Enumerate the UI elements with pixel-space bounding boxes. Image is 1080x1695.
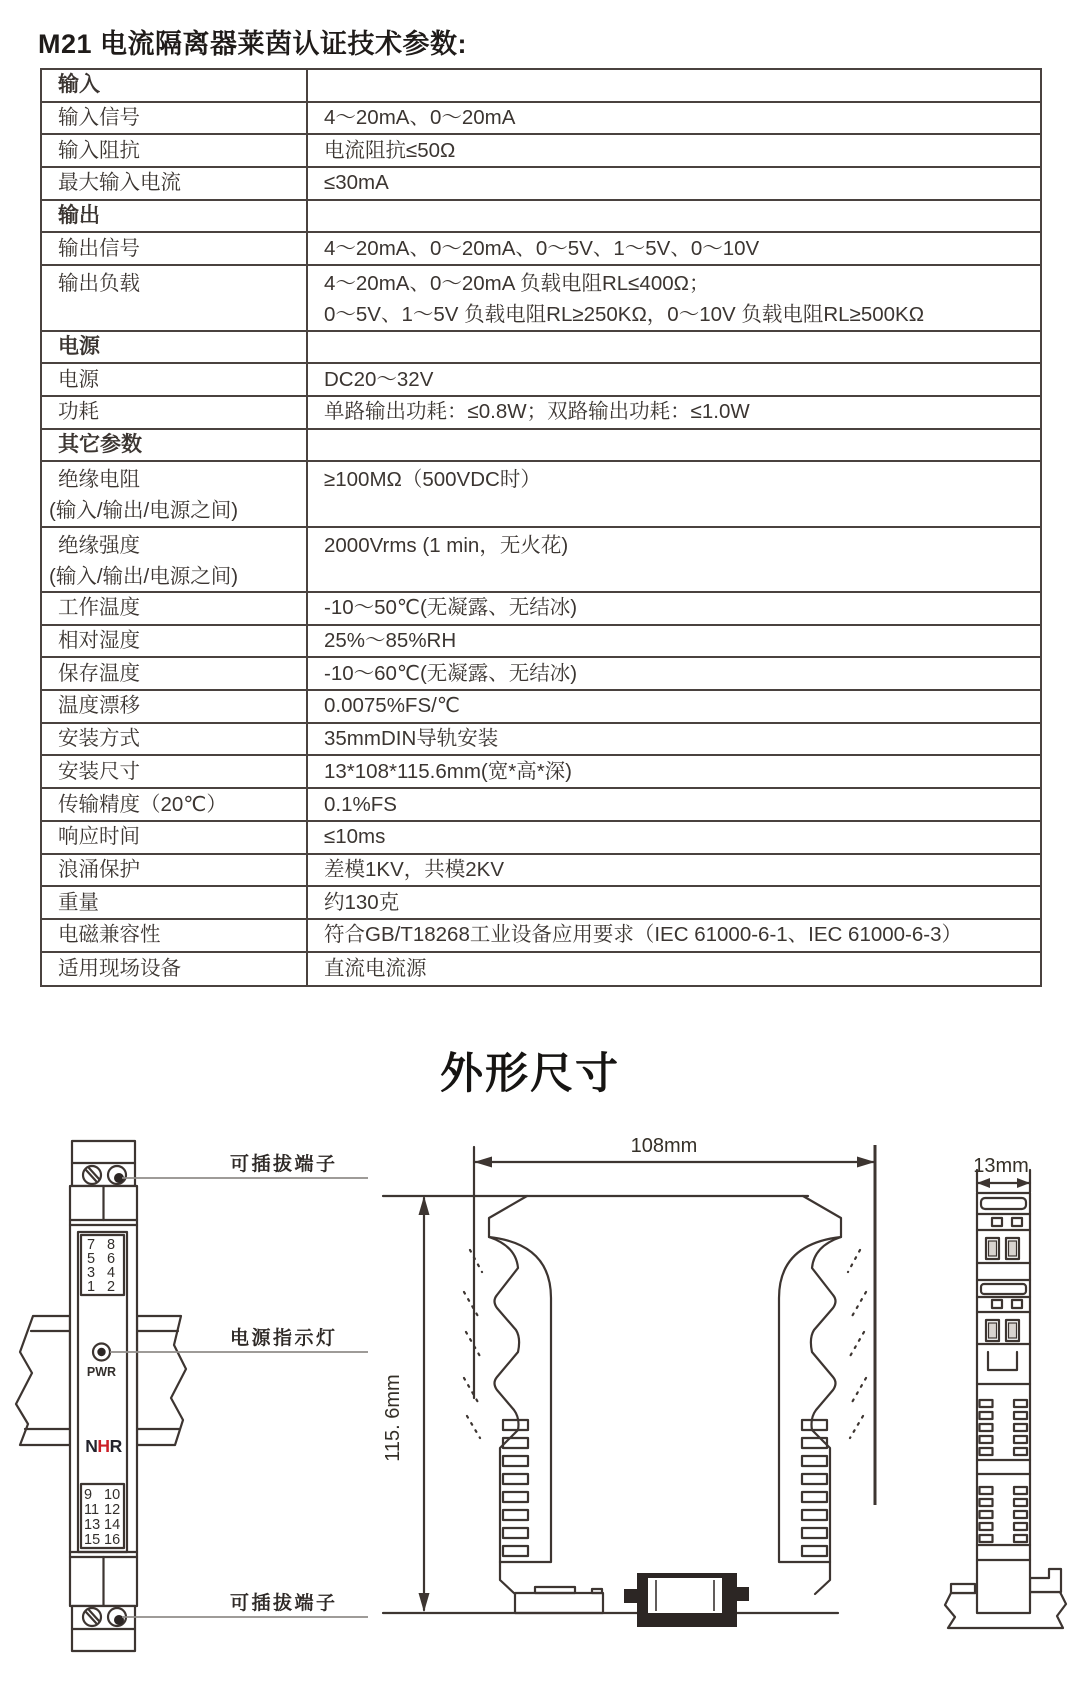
row-value: 35mmDIN导轨安装	[324, 727, 499, 751]
row-value: 0.0075%FS/℃	[324, 694, 460, 718]
dimensions-heading: 外形尺寸	[440, 1050, 620, 1098]
row-value: ≥100MΩ（500VDC时）	[324, 468, 541, 492]
table-row	[42, 168, 1040, 201]
width-dim-label: 108mm	[630, 1135, 698, 1157]
row-label: 电源	[58, 334, 100, 358]
row-value: 4～20mA、0～20mA、0～5V、1～5V、0～10V	[324, 236, 760, 260]
row-label: 安装方式	[58, 727, 140, 751]
row-label: 输入信号	[58, 106, 140, 130]
row-label: 输入阻抗	[58, 138, 140, 162]
table-row	[42, 756, 1040, 789]
bottom-terminal-callout: 可插拔端子	[230, 1593, 338, 1614]
row-label: 输入	[58, 73, 100, 97]
table-row	[42, 855, 1040, 888]
row-label: 浪涌保护	[58, 857, 140, 881]
table-row	[42, 724, 1040, 757]
row-label: 重量	[58, 890, 99, 914]
row-label: 绝缘强度	[58, 533, 140, 557]
row-value: 2000Vrms (1 min，无火花)	[324, 533, 569, 557]
table-row	[42, 920, 1040, 953]
row-value: ≤30mA	[324, 171, 389, 195]
row-label: 最大输入电流	[58, 171, 181, 195]
row-value: 电流阻抗≤50Ω	[324, 138, 456, 162]
table-row	[42, 822, 1040, 855]
page-title: M21 电流隔离器莱茵认证技术参数:	[38, 29, 468, 59]
pwr-label: PWR	[86, 1365, 117, 1379]
terminal-number: 12	[104, 1502, 121, 1518]
table-row	[42, 397, 1040, 430]
table-row	[42, 593, 1040, 626]
row-value: 符合GB/T18268工业设备应用要求（IEC 61000-6-1、IEC 61000-6-3）	[324, 923, 963, 947]
table-row	[42, 789, 1040, 822]
row-value: -10～60℃(无凝露、无结冰)	[324, 661, 578, 685]
row-label: 其它参数	[58, 432, 142, 456]
width-dimension	[474, 1135, 875, 1505]
row-value: 0.1%FS	[324, 792, 397, 816]
table-row	[42, 953, 1040, 986]
side-profile-left	[464, 1196, 551, 1594]
row-value: 4～20mA、0～20mA	[324, 106, 516, 130]
terminal-number: 2	[107, 1279, 116, 1295]
table-row	[42, 70, 1040, 103]
bottom-plug-terminal	[72, 1606, 135, 1651]
table-row	[42, 691, 1040, 724]
terminal-number: 11	[84, 1502, 100, 1518]
table-row	[42, 626, 1040, 659]
base-plate	[515, 1587, 603, 1613]
row-label: 传输精度（20℃）	[58, 792, 227, 816]
row-value: -10～50℃(无凝露、无结冰)	[324, 596, 578, 620]
front-view-drawing	[16, 1141, 368, 1651]
terminal-number: 16	[104, 1532, 121, 1548]
height-dim-label: 115. 6mm	[382, 1374, 404, 1462]
depth-dimension	[973, 1155, 1030, 1192]
row-value	[308, 70, 1040, 101]
terminal-number: 9	[84, 1487, 93, 1503]
side-view-drawing	[382, 1135, 875, 1627]
terminal-number: 6	[107, 1251, 116, 1267]
row-label: 安装尺寸	[58, 759, 140, 783]
din-clip	[624, 1573, 749, 1627]
row-value: 单路输出功耗：≤0.8W；双路输出功耗：≤1.0W	[324, 400, 750, 424]
row-label: 响应时间	[58, 825, 140, 849]
top-terminal-callout: 可插拔端子	[230, 1154, 338, 1175]
table-row	[42, 887, 1040, 920]
row-label: 保存温度	[58, 661, 140, 685]
end-view-drawing	[945, 1155, 1066, 1628]
row-label: 绝缘电阻	[58, 468, 140, 492]
row-value	[308, 332, 1040, 363]
height-dimension	[382, 1196, 430, 1612]
terminal-number: 1	[87, 1279, 96, 1295]
outline-drawings	[0, 1035, 1080, 1695]
terminal-number: 13	[84, 1517, 101, 1533]
spec-table	[40, 68, 1042, 987]
row-label: 工作温度	[58, 596, 140, 620]
led-callout: 电源指示灯	[230, 1328, 338, 1349]
row-value	[308, 201, 1040, 232]
end-profile	[977, 1193, 1030, 1613]
row-value: ≤10ms	[324, 825, 386, 849]
terminal-number: 8	[107, 1237, 116, 1253]
row-label: 输出信号	[58, 236, 140, 260]
row-label: 相对湿度	[58, 629, 140, 653]
table-row	[42, 201, 1040, 234]
depth-dim-label: 13mm	[973, 1155, 1029, 1177]
table-row	[42, 658, 1040, 691]
table-row	[42, 135, 1040, 168]
table-row	[42, 364, 1040, 397]
table-row	[42, 103, 1040, 136]
row-value: 4～20mA、0～20mA 负载电阻RL≤400Ω； 0～5V、1～5V 负载电阻RL≥250KΩ，0～10V 负载电阻RL≥500KΩ	[324, 272, 925, 327]
power-led	[97, 1348, 105, 1356]
terminal-number: 15	[84, 1532, 101, 1548]
row-label: 温度漂移	[58, 694, 140, 718]
module-body	[70, 1186, 137, 1606]
nhr-logo: NHR	[85, 1436, 122, 1456]
row-value: DC20～32V	[324, 367, 434, 391]
terminal-number: 4	[107, 1265, 116, 1281]
table-row	[42, 430, 1040, 463]
table-row	[42, 233, 1040, 266]
row-sublabel: (输入/输出/电源之间)	[49, 499, 239, 523]
top-plug-terminal	[72, 1141, 135, 1186]
table-row	[42, 462, 1040, 527]
terminal-number: 3	[87, 1265, 96, 1281]
row-label: 输出负载	[58, 272, 140, 296]
terminal-number: 5	[87, 1251, 96, 1267]
row-label: 电源	[58, 367, 99, 391]
table-row	[42, 528, 1040, 593]
table-row	[42, 332, 1040, 365]
row-label: 电磁兼容性	[58, 923, 161, 947]
row-value: 13*108*115.6mm(宽*高*深)	[324, 759, 573, 783]
row-value	[308, 430, 1040, 461]
row-value: 约130克	[324, 890, 400, 914]
row-value: 差模1KV，共模2KV	[324, 857, 504, 881]
side-profile-right	[779, 1196, 866, 1594]
row-value: 直流电流源	[324, 956, 427, 980]
row-sublabel: (输入/输出/电源之间)	[49, 564, 239, 588]
row-label: 适用现场设备	[58, 956, 181, 980]
terminal-number: 14	[104, 1517, 121, 1533]
row-label: 输出	[58, 204, 100, 228]
table-row	[42, 266, 1040, 331]
row-value: 25%～85%RH	[324, 629, 457, 653]
row-label: 功耗	[58, 400, 99, 424]
terminal-number: 10	[104, 1487, 121, 1503]
terminal-number: 7	[87, 1237, 96, 1253]
